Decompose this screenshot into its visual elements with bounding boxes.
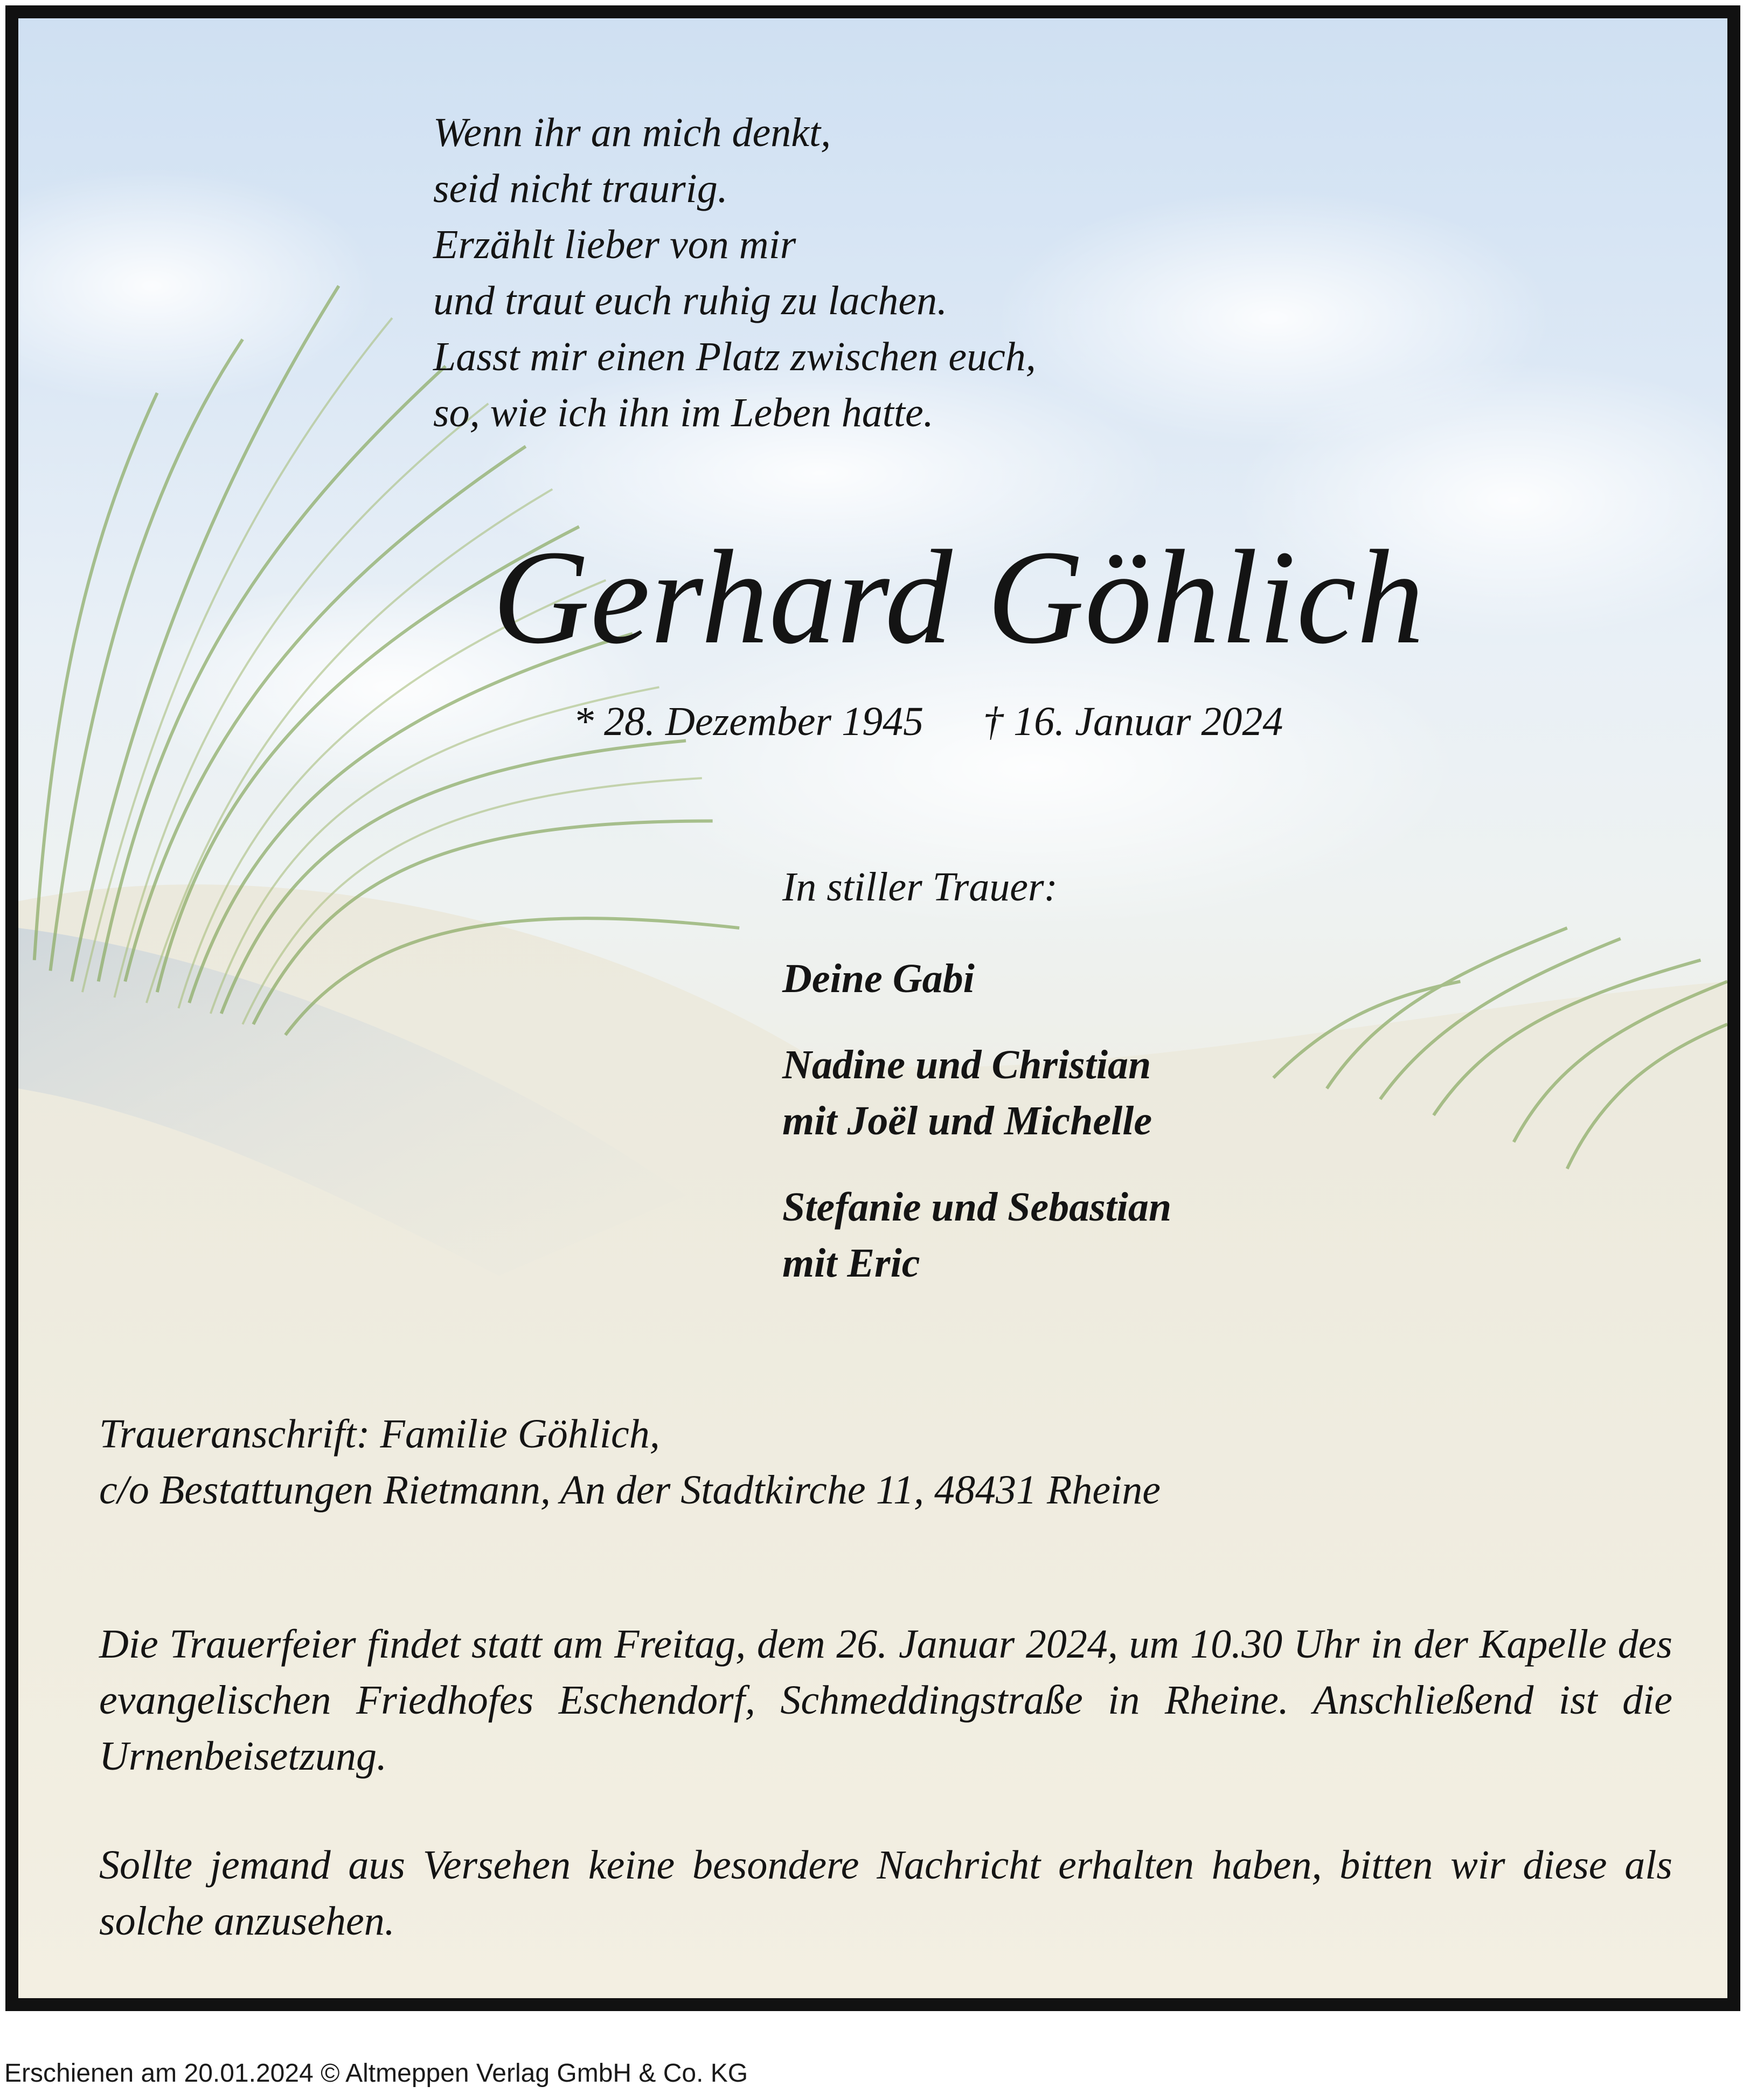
poem-line: so, wie ich ihn im Leben hatte. (433, 390, 934, 435)
poem (433, 105, 1036, 441)
mourner-line: mit Joël und Michelle (782, 1098, 1152, 1143)
mourner-line: Deine Gabi (782, 956, 975, 1001)
mourner-group (782, 951, 1171, 1007)
address-line: c/o Bestattungen Rietmann, An der Stadtkirche 11, 48431 Rheine (99, 1467, 1161, 1513)
obituary-frame (5, 5, 1740, 2011)
address-line: Traueranschrift: Familie Göhlich, (99, 1411, 660, 1457)
mourners-intro: In stiller Trauer: (782, 864, 1058, 910)
mourner-line: Stefanie und Sebastian (782, 1184, 1172, 1230)
mourner-group (782, 1179, 1171, 1291)
ceremony-paragraph: Die Trauerfeier findet statt am Freitag, dem 26. Januar 2024, um 10.30 Uhr in der Kapelle des evangelischen Friedhofes Eschendorf, Schmeddingstraße in Rheine. Anschließend ist die Urnenbeisetzung. (99, 1621, 1672, 1779)
poem-line: seid nicht traurig. (433, 166, 728, 211)
mourners-block (782, 859, 1171, 1321)
notice-paragraph: Sollte jemand aus Versehen keine besondere Nachricht erhalten haben, bitten wir diese als solche anzusehen. (99, 1842, 1672, 1944)
poem-line: Erzählt lieber von mir (433, 222, 796, 267)
mourner-line: mit Eric (782, 1240, 920, 1286)
poem-line: und traut euch ruhig zu lachen. (433, 278, 948, 323)
mourner-group (782, 1037, 1171, 1149)
birth-date: * 28. Dezember 1945 (573, 699, 924, 744)
publication-footer: Erschienen am 20.01.2024 © Altmeppen Verlag GmbH & Co. KG (4, 2059, 748, 2088)
death-date: † 16. Januar 2024 (983, 699, 1283, 744)
deceased-name: Gerhard Göhlich (492, 523, 1425, 672)
poem-line: Wenn ihr an mich denkt, (433, 110, 831, 155)
obituary-content (18, 18, 1727, 1998)
life-dates (573, 695, 1283, 748)
mourner-line: Nadine und Christian (782, 1042, 1151, 1087)
mourners-list (782, 951, 1171, 1291)
poem-line: Lasst mir einen Platz zwischen euch, (433, 334, 1036, 379)
mourning-address (99, 1406, 1161, 1518)
